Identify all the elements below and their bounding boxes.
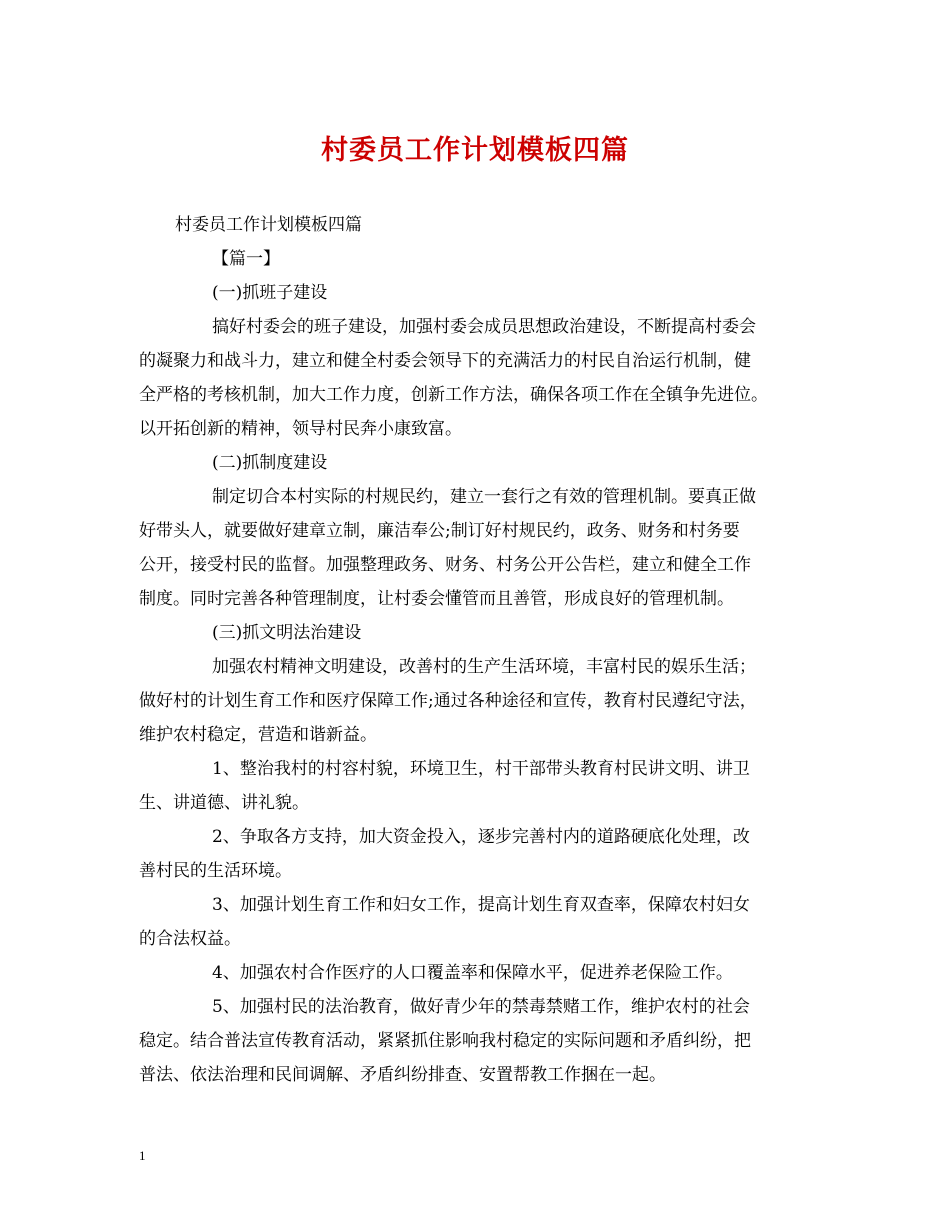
text-line: 维护农村稳定，营造和谐新益。 [139, 725, 377, 745]
text-line: 5、加强村民的法治教育，做好青少年的禁毒禁赌工作，维护农村的社会 [212, 997, 750, 1017]
text-line: (二)抓制度建设 [212, 453, 328, 473]
text-line: 好带头人，就要做好建章立制，廉洁奉公;制订好村规民约，政务、财务和村务要 [139, 521, 740, 541]
page-number: 1 [139, 1148, 146, 1163]
text-line: 1、整治我村的村容村貌，环境卫生，村干部带头教育村民讲文明、讲卫 [212, 759, 750, 779]
text-line: 4、加强农村合作医疗的人口覆盖率和保障水平，促进养老保险工作。 [212, 963, 733, 983]
text-line: 善村民的生活环境。 [139, 861, 292, 881]
text-line: 制定切合本村实际的村规民约，建立一套行之有效的管理机制。要真正做 [212, 487, 756, 507]
text-line: 公开，接受村民的监督。加强整理政务、财务、村务公开公告栏，建立和健全工作 [139, 555, 751, 575]
document-body [139, 208, 815, 1092]
text-line: 全严格的考核机制，加大工作力度，创新工作方法，确保各项工作在全镇争先进位。 [139, 385, 768, 405]
text-line: 搞好村委会的班子建设，加强村委会成员思想政治建设，不断提高村委会 [212, 317, 756, 337]
document-title: 村委员工作计划模板四篇 [321, 135, 629, 166]
text-line: 制度。同时完善各种管理制度，让村委会懂管而且善管，形成良好的管理机制。 [139, 589, 734, 609]
text-line: 做好村的计划生育工作和医疗保障工作;通过各种途径和宣传，教育村民遵纪守法， [139, 691, 757, 711]
text-line: 加强农村精神文明建设，改善村的生产生活环境，丰富村民的娱乐生活； [212, 657, 756, 677]
text-line: 稳定。结合普法宣传教育活动，紧紧抓住影响我村稳定的实际问题和矛盾纠纷，把 [139, 1031, 751, 1051]
text-line: 3、加强计划生育工作和妇女工作，提高计划生育双查率，保障农村妇女 [212, 895, 750, 915]
text-line: 生、讲道德、讲礼貌。 [139, 793, 309, 813]
text-line: 的合法权益。 [139, 929, 241, 949]
text-line: 2、争取各方支持，加大资金投入，逐步完善村内的道路硬底化处理，改 [212, 827, 750, 847]
text-line: 的凝聚力和战斗力，建立和健全村委会领导下的充满活力的村民自治运行机制，健 [139, 351, 751, 371]
document-subtitle: 村委员工作计划模板四篇 [175, 215, 362, 235]
text-line: 【篇一】 [212, 249, 280, 269]
text-line: (三)抓文明法治建设 [212, 623, 362, 643]
text-line: (一)抓班子建设 [212, 283, 328, 303]
text-line: 以开拓创新的精神，领导村民奔小康致富。 [139, 419, 462, 439]
text-line: 普法、依法治理和民间调解、矛盾纠纷排查、安置帮教工作捆在一起。 [139, 1065, 666, 1085]
